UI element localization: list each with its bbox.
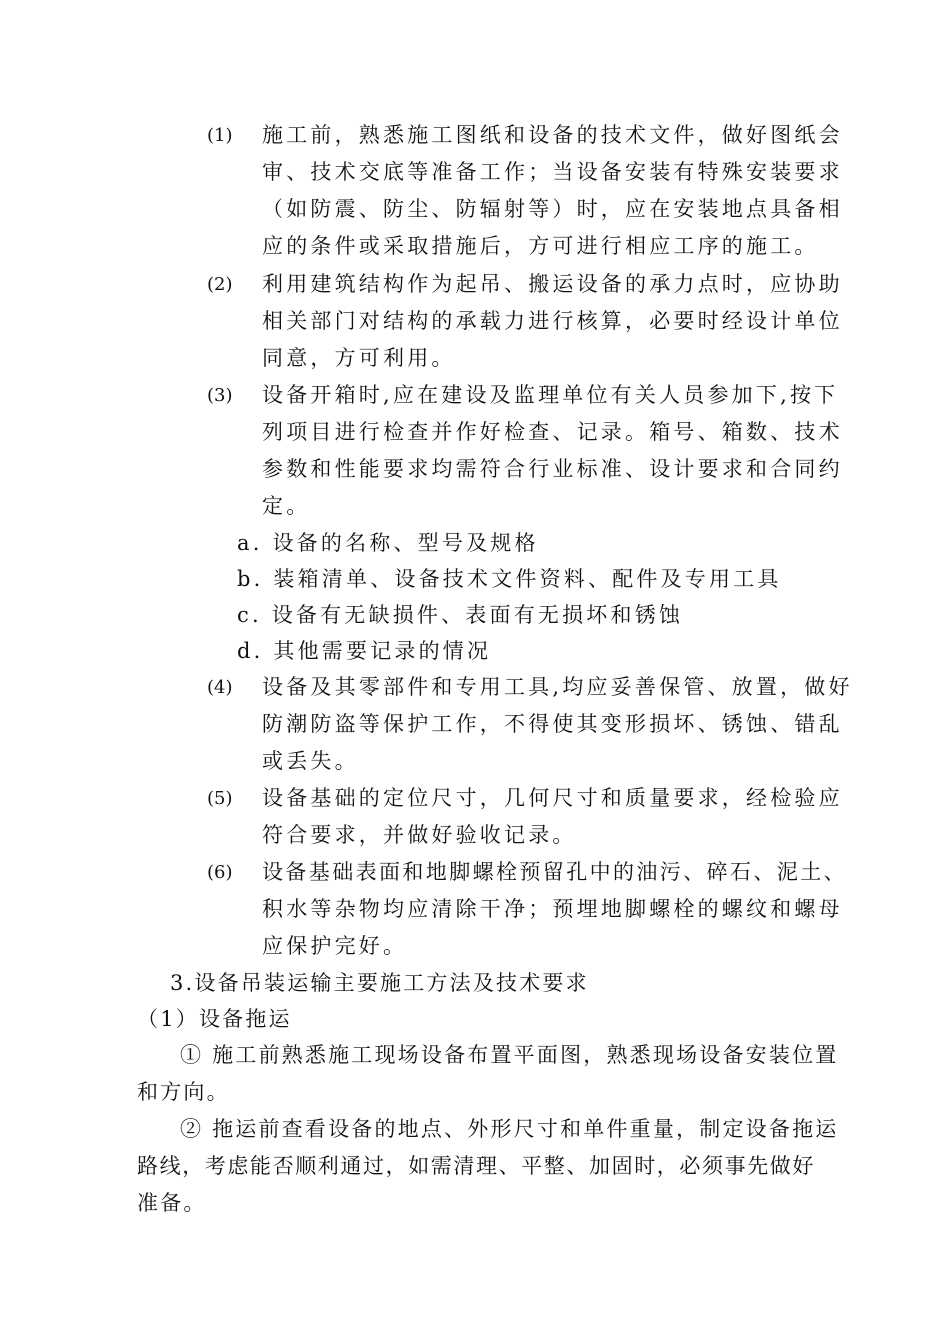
item-text-line: 或丢失。 xyxy=(262,749,359,773)
sub-item-d: d. 其他需要记录的情况 xyxy=(237,639,492,663)
item-text-line: 同意，方可利用。 xyxy=(262,346,456,370)
item-text-line: 积水等杂物均应清除干净；预埋地脚螺栓的螺纹和螺母 xyxy=(262,897,843,921)
item-number: (5) xyxy=(207,788,233,809)
item-text-line: 符合要求，并做好验收记录。 xyxy=(262,823,577,847)
item-text-line: 相关部门对结构的承载力进行核算，必要时经设计单位 xyxy=(262,309,843,333)
item-number: (6) xyxy=(207,862,233,883)
item-number: (3) xyxy=(207,385,233,406)
item-number: (4) xyxy=(207,677,233,698)
sub-item-b: b. 装箱清单、设备技术文件资料、配件及专用工具 xyxy=(237,567,782,591)
paragraph-line: 和方向。 xyxy=(137,1080,230,1104)
sub-item-c: c. 设备有无缺损件、表面有无损坏和锈蚀 xyxy=(237,603,684,627)
item-text-line: 施工前，熟悉施工图纸和设备的技术文件，做好图纸会 xyxy=(262,123,843,147)
paragraph-line: ① 施工前熟悉施工现场设备布置平面图，熟悉现场设备安装位置 xyxy=(180,1043,839,1067)
item-text-line: 设备及其零部件和专用工具,均应妥善保管、放置，做好 xyxy=(262,675,853,699)
item-text-line: 参数和性能要求均需符合行业标准、设计要求和合同约 xyxy=(262,457,843,481)
item-text-line: 设备基础表面和地脚螺栓预留孔中的油污、碎石、泥土、 xyxy=(262,860,847,884)
paragraph-line: 路线，考虑能否顺利通过，如需清理、平整、加固时，必须事先做好 xyxy=(137,1154,815,1178)
item-text-line: 应保护完好。 xyxy=(262,934,408,958)
item-number: (2) xyxy=(207,274,233,295)
paragraph-line: 准备。 xyxy=(137,1191,207,1215)
item-text-line: 设备开箱时,应在建设及监理单位有关人员参加下,按下 xyxy=(262,383,839,407)
item-text-line: 应的条件或采取措施后，方可进行相应工序的施工。 xyxy=(262,234,819,258)
item-text-line: 利用建筑结构作为起吊、搬运设备的承力点时，应协助 xyxy=(262,272,843,296)
item-text-line: 设备基础的定位尺寸，几何尺寸和质量要求，经检验应 xyxy=(262,786,843,810)
paragraph-line: ② 拖运前查看设备的地点、外形尺寸和单件重量，制定设备拖运 xyxy=(180,1117,839,1141)
sub-item-a: a. 设备的名称、型号及规格 xyxy=(237,531,539,555)
item-text-line: 审、技术交底等准备工作；当设备安装有特殊安装要求 xyxy=(262,160,843,184)
section-heading: 3.设备吊装运输主要施工方法及技术要求 xyxy=(170,971,589,995)
item-text-line: （如防震、防尘、防辐射等）时，应在安装地点具备相 xyxy=(262,197,843,221)
item-text-line: 定。 xyxy=(262,494,311,518)
item-number: (1) xyxy=(207,125,233,146)
item-text-line: 列项目进行检查并作好检查、记录。箱号、箱数、技术 xyxy=(262,420,843,444)
item-text-line: 防潮防盗等保护工作，不得使其变形损坏、锈蚀、错乱 xyxy=(262,712,843,736)
subsection-heading: （1）设备拖运 xyxy=(137,1007,292,1031)
